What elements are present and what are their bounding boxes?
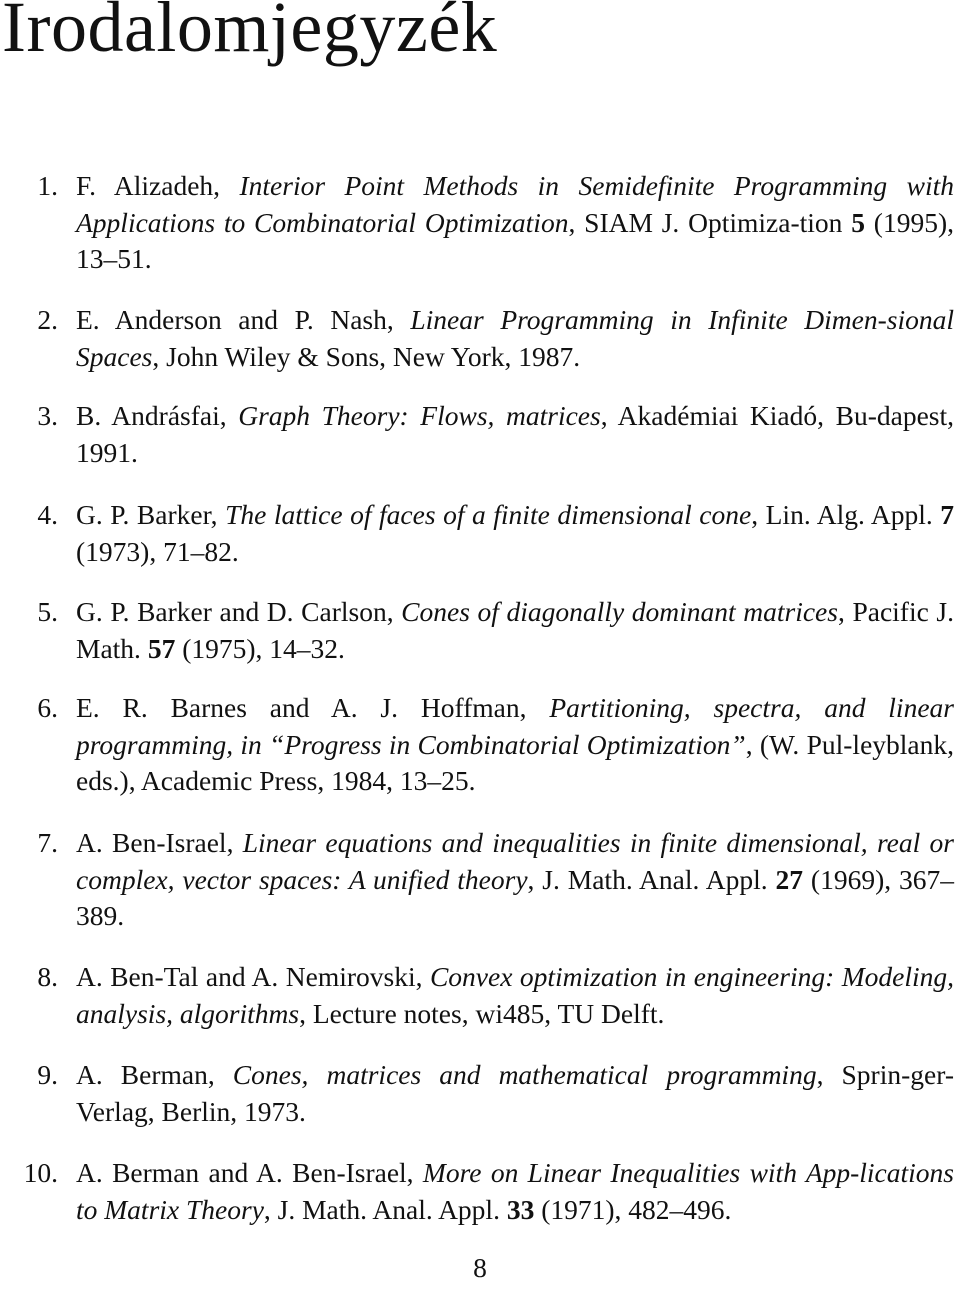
reference-title: Cones of diagonally dominant matrices [401, 596, 838, 627]
reference-text [76, 594, 954, 667]
reference-title: Partitioning, spectra, and linear programming, in “Progress in Combinatorial Optimization” [76, 692, 954, 760]
reference-pages: (1995), 13–51. [76, 206, 954, 274]
reference-pages: (1973), 71–82. [76, 535, 239, 567]
reference-text [76, 302, 954, 375]
reference-volume: 7 [940, 499, 955, 530]
page-number: 8 [473, 1252, 487, 1283]
reference-text [76, 690, 954, 800]
reference-number: 5. [37, 596, 58, 627]
reference-title: Interior Point Methods in Semidefinite Programming with Applications to Combinatorial Optimization [76, 170, 954, 238]
page-title: Irodalomjegyzék [2, 0, 498, 67]
reference-source: , Sprin-ger-Verlag, Berlin, 1973. [76, 1059, 954, 1127]
reference-authors: A. Ben-Tal and A. Nemirovski, [76, 961, 430, 992]
reference-pages: (1969), 367–389. [76, 863, 954, 931]
reference-title: Linear Programming in Infinite Dimen-sional Spaces [76, 304, 954, 372]
reference-volume: 5 [851, 206, 865, 238]
reference-number: 3. [37, 400, 58, 431]
reference-title: Graph Theory: Flows, matrices [238, 400, 601, 431]
reference-pages: (1975), 14–32. [175, 632, 345, 664]
reference-source: , Lin. Alg. Appl. [751, 499, 941, 530]
reference-source: , (W. Pul-leyblank, eds.), Academic Press, 1984, 13–25. [76, 728, 954, 796]
reference-number: 8. [37, 961, 58, 992]
reference-authors: G. P. Barker, [76, 499, 226, 530]
reference-text [76, 1155, 954, 1228]
reference-source: , J. Math. Anal. Appl. [263, 1193, 507, 1225]
reference-number: 9. [37, 1059, 58, 1090]
reference-text [76, 497, 954, 570]
reference-authors: A. Ben-Israel, [76, 827, 243, 858]
reference-title: The lattice of faces of a finite dimensional cone [225, 499, 752, 530]
reference-title: Cones, matrices and mathematical programming [232, 1059, 817, 1090]
reference-number: 7. [37, 827, 58, 858]
reference-title: Linear equations and inequalities in finite dimensional, real or complex, vector spaces: A unified theory [76, 827, 954, 895]
reference-source: , John Wiley & Sons, New York, 1987. [152, 340, 581, 372]
reference-title: Convex optimization in engineering: Modeling, analysis, algorithms [76, 961, 955, 1029]
reference-authors: B. Andrásfai, [76, 400, 239, 431]
reference-authors: A. Berman, [76, 1059, 233, 1090]
reference-source: , Akadémiai Kiadó, Bu-dapest, 1991. [76, 400, 954, 468]
reference-text [76, 168, 954, 278]
reference-volume: 27 [775, 863, 804, 895]
reference-source: , Pacific J. Math. [76, 596, 954, 664]
reference-text [76, 959, 954, 1032]
reference-pages: (1971), 482–496. [534, 1193, 732, 1225]
reference-number: 6. [37, 692, 58, 723]
reference-source: , SIAM J. Optimiza-tion [568, 206, 852, 238]
reference-authors: E. R. Barnes and A. J. Hoffman, [76, 692, 550, 723]
reference-source: , J. Math. Anal. Appl. [527, 863, 776, 895]
reference-authors: A. Berman and A. Ben-Israel, [76, 1157, 423, 1188]
reference-text [76, 1057, 954, 1130]
reference-authors: E. Anderson and P. Nash, [76, 304, 411, 335]
reference-number: 10. [23, 1157, 58, 1188]
reference-source: , Lecture notes, wi485, TU Delft. [299, 997, 665, 1029]
reference-text [76, 398, 954, 471]
reference-title: More on Linear Inequalities with App-lications to Matrix Theory [76, 1157, 954, 1225]
reference-number: 1. [37, 170, 58, 201]
reference-authors: F. Alizadeh, [76, 170, 240, 201]
reference-text [76, 825, 954, 935]
reference-volume: 33 [506, 1193, 535, 1225]
reference-number: 2. [37, 304, 58, 335]
reference-authors: G. P. Barker and D. Carlson, [76, 596, 402, 627]
reference-volume: 57 [147, 632, 176, 664]
reference-number: 4. [37, 499, 58, 530]
